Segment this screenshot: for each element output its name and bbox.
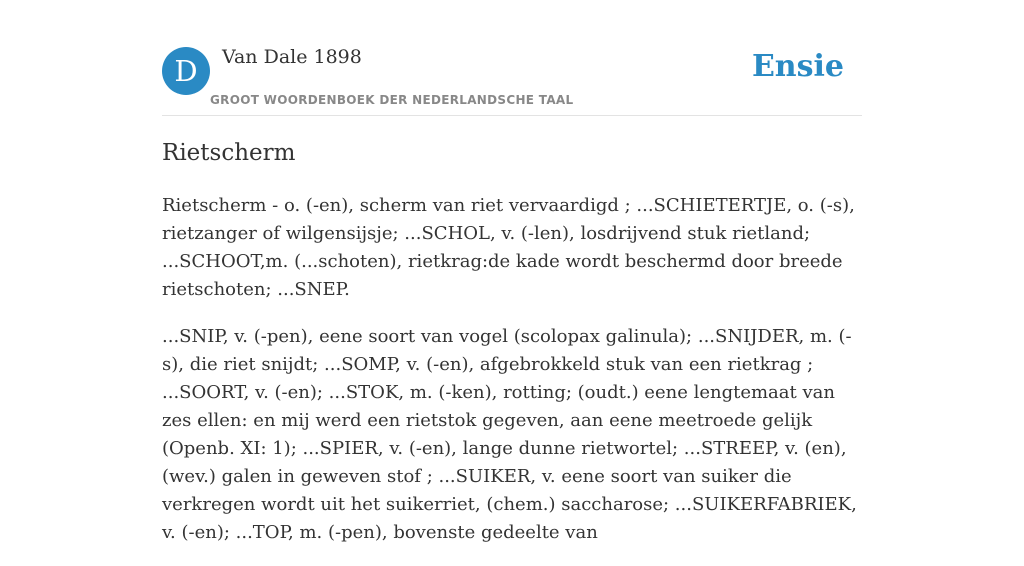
- dictionary-subtitle: GROOT WOORDENBOEK DER NEDERLANDSCHE TAAL: [210, 93, 574, 107]
- entry-paragraph: Rietscherm - o. (-en), scherm van riet vervaardigd ; ...SCHIETERTJE, o. (-s), rietzanger of wilgensijsje; ...SCHOL, v. (-len), losdrijvend stuk rietland; ...SCHOOT,m. (...schoten), rietkrag:de kade wordt beschermd door breede rietschoten; ...SNEP.: [162, 195, 855, 300]
- entry-paragraph: ...SNIP, v. (-pen), eene soort van vogel (scolopax galinula); ...SNIJDER, m. (-s), die riet snijdt; ...SOMP, v. (-en), afgebrokkeld stuk van een rietkrag ; ...SOORT, v. (-en); ...STOK, m. (-ken), rotting; (oudt.) eene lengtemaat van zes ellen: en mij werd een rietstok gegeven, aan eene meetroede gelijk (Openb. XI: 1); ...SPIER, v. (-en), lange dunne rietwortel; ...STREEP, v. (en), (wev.) galen in geweven stof ; ...SUIKER, v. eene soort van suiker die verkregen wordt uit het suikerriet, (chem.) saccharose; ...SUIKERFABRIEK, v. (-en); ...TOP, m. (-pen), bovenste gedeelte van: [162, 326, 857, 543]
- dictionary-title-link[interactable]: Van Dale 1898: [222, 46, 362, 68]
- entry-title: Rietscherm: [162, 140, 296, 166]
- dictionary-avatar[interactable]: D: [162, 47, 210, 95]
- entry-content: [162, 192, 862, 566]
- site-header: [162, 0, 862, 116]
- ensie-logo-link[interactable]: Ensie: [751, 49, 844, 84]
